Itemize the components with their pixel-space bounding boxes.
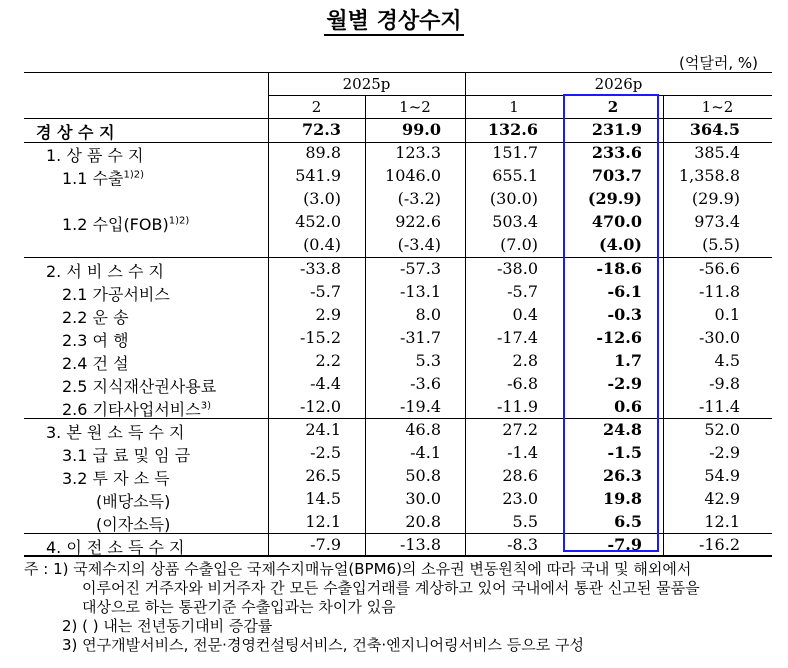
- row-value-col-4: 0.6: [614, 397, 642, 416]
- footnote-1-text: 국제수지의 상품 수출입은 국제수지매뉴얼(BPM6)의 소유권 변동원칙에 따라 국내 및 해외에서: [73, 560, 692, 578]
- row-value-col-1: 12.1: [305, 512, 341, 531]
- table-row: [0, 443, 788, 466]
- row-value-col-1: 26.5: [305, 466, 341, 485]
- row-value-col-5: 52.0: [704, 420, 740, 439]
- row-value-col-4: (29.9): [587, 189, 642, 208]
- row-value-col-1: -15.2: [299, 328, 341, 347]
- row-value-col-5: 1,358.8: [678, 166, 740, 185]
- row-value-col-1: -7.9: [310, 535, 341, 554]
- row-value-col-3: 27.2: [502, 420, 538, 439]
- row-value-col-2: -13.8: [399, 535, 441, 554]
- header-col-4: 2: [607, 98, 619, 116]
- table-row: [0, 120, 788, 143]
- row-value-col-5: 12.1: [704, 512, 740, 531]
- row-value-col-5: 973.4: [694, 212, 740, 231]
- row-value-col-1: (0.4): [303, 235, 341, 254]
- row-value-col-3: 23.0: [502, 489, 538, 508]
- row-value-col-4: -18.6: [596, 259, 642, 278]
- row-value-col-5: -56.6: [698, 259, 740, 278]
- row-label: 3.2 투 자 소 득: [62, 469, 170, 488]
- row-value-col-5: -30.0: [698, 328, 740, 347]
- row-value-col-3: 28.6: [502, 466, 538, 485]
- row-label: 2.4 건 설: [62, 354, 129, 373]
- row-label: 2.6 기타사업서비스$^{3)}$: [62, 400, 211, 419]
- row-value-col-4: 19.8: [603, 489, 642, 508]
- table-row: [0, 166, 788, 189]
- row-value-col-4: (4.0): [599, 235, 642, 254]
- table-row: [0, 535, 788, 558]
- row-label: 1.1 수출$^{1)2)}$: [62, 169, 144, 188]
- row-value-col-4: -1.5: [607, 443, 642, 462]
- row-value-col-5: -11.8: [698, 282, 740, 301]
- row-value-col-2: -31.7: [399, 328, 441, 347]
- row-value-col-1: 14.5: [305, 489, 341, 508]
- row-label: 2.1 가공서비스: [62, 285, 170, 304]
- row-value-col-3: -38.0: [496, 259, 538, 278]
- table-row: [0, 305, 788, 328]
- row-value-col-1: -2.5: [310, 443, 341, 462]
- row-value-col-4: -6.1: [607, 282, 642, 301]
- row-label: 1. 상 품 수 지: [46, 146, 144, 165]
- header-bottom-rule: [24, 118, 772, 119]
- row-value-col-1: -5.7: [310, 282, 341, 301]
- footnote-1-line-2: 이루어진 거주자와 비거주자 간 모든 수출입거래를 계상하고 있어 국내에서 통관 신고된 물품을: [82, 579, 700, 597]
- row-label: 2. 서 비 스 수 지: [46, 262, 164, 281]
- row-value-col-5: -16.2: [698, 535, 740, 554]
- row-value-col-2: 46.8: [405, 420, 441, 439]
- footnotes: [24, 560, 784, 655]
- row-value-col-4: 24.8: [603, 420, 642, 439]
- row-value-col-2: 5.3: [415, 351, 441, 370]
- row-value-col-3: 0.4: [512, 305, 538, 324]
- row-value-col-5: 54.9: [704, 466, 740, 485]
- row-value-col-1: 541.9: [295, 166, 341, 185]
- row-value-col-4: 470.0: [591, 212, 642, 231]
- footnote-1-prefix: 주 : 1): [24, 560, 69, 578]
- row-label-footnote-mark: 3): [200, 400, 211, 412]
- footnote-2: 2) ( ) 내는 전년동기대비 증감률: [62, 617, 273, 635]
- row-value-col-3: -6.8: [507, 374, 538, 393]
- row-value-col-3: (7.0): [500, 235, 538, 254]
- table-row: [0, 466, 788, 489]
- row-value-col-5: 0.1: [714, 305, 740, 324]
- row-value-col-5: 42.9: [704, 489, 740, 508]
- row-value-col-3: -8.3: [507, 535, 538, 554]
- row-value-col-1: 89.8: [305, 143, 341, 162]
- row-value-col-2: 50.8: [405, 466, 441, 485]
- row-value-col-5: (5.5): [702, 235, 740, 254]
- header-2026: 2026p: [594, 75, 643, 93]
- header-mid-rule: [268, 95, 772, 96]
- header-col-2: 1~2: [399, 98, 431, 116]
- row-value-col-2: 123.3: [395, 143, 441, 162]
- table-row: [0, 143, 788, 166]
- header-col-3: 1: [509, 98, 519, 116]
- row-value-col-4: 703.7: [591, 166, 642, 185]
- row-value-col-3: -11.9: [496, 397, 538, 416]
- row-value-col-3: 5.5: [512, 512, 538, 531]
- footnote-1-line-1: [24, 560, 784, 579]
- row-label: 1.2 수입(FOB)$^{1)2)}$: [62, 215, 190, 234]
- row-value-col-5: (29.9): [691, 189, 740, 208]
- table-row: [0, 489, 788, 512]
- row-value-col-4: 233.6: [591, 143, 642, 162]
- table-row: [0, 189, 788, 212]
- table-top-rule: [24, 72, 772, 73]
- row-value-col-4: -0.3: [607, 305, 642, 324]
- row-value-col-2: 30.0: [405, 489, 441, 508]
- table-row: [0, 212, 788, 235]
- table-row: [0, 351, 788, 374]
- table-row: [0, 397, 788, 420]
- unit-label: (억달러, %): [679, 54, 758, 72]
- row-value-col-1: 24.1: [305, 420, 341, 439]
- row-value-col-4: 6.5: [614, 512, 642, 531]
- footnote-3: 3) 연구개발서비스, 전문·경영컨설팅서비스, 건축·엔지니어링서비스 등으로 구성: [62, 636, 584, 654]
- table-row: [0, 328, 788, 351]
- row-value-col-5: -2.9: [709, 443, 740, 462]
- table-row: [0, 259, 788, 282]
- table-row: [0, 235, 788, 258]
- footnote-1-line-3: 대상으로 하는 통관기준 수출입과는 차이가 있음: [82, 598, 396, 616]
- row-label: (이자소득): [96, 515, 171, 534]
- row-value-col-4: -7.9: [607, 535, 642, 554]
- row-value-col-1: -4.4: [310, 374, 341, 393]
- row-value-col-1: 72.3: [302, 120, 341, 139]
- row-value-col-2: -13.1: [399, 282, 441, 301]
- row-value-col-2: 20.8: [405, 512, 441, 531]
- row-value-col-5: -11.4: [698, 397, 740, 416]
- row-label-footnote-mark: 1)2): [123, 169, 144, 181]
- row-value-col-1: (3.0): [303, 189, 341, 208]
- header-col-1: 2: [311, 98, 322, 116]
- row-value-col-2: -3.6: [410, 374, 441, 393]
- row-value-col-1: -33.8: [299, 259, 341, 278]
- row-label: 2.3 여 행: [62, 331, 129, 350]
- row-value-col-2: 8.0: [415, 305, 441, 324]
- row-label: 경 상 수 지: [36, 123, 115, 142]
- row-value-col-1: 452.0: [295, 212, 341, 231]
- row-value-col-2: -19.4: [399, 397, 441, 416]
- row-label: 3. 본 원 소 득 수 지: [46, 423, 185, 442]
- row-value-col-1: 2.2: [315, 351, 341, 370]
- row-value-col-1: -12.0: [299, 397, 341, 416]
- row-value-col-4: -2.9: [607, 374, 642, 393]
- row-value-col-2: 922.6: [395, 212, 441, 231]
- row-value-col-1: 2.9: [315, 305, 341, 324]
- row-value-col-4: 26.3: [603, 466, 642, 485]
- row-value-col-3: -1.4: [507, 443, 538, 462]
- row-value-col-2: -4.1: [410, 443, 441, 462]
- row-value-col-3: 151.7: [492, 143, 538, 162]
- header-col-5: 1~2: [701, 98, 734, 116]
- row-value-col-3: 655.1: [492, 166, 538, 185]
- row-label: 2.2 운 송: [62, 308, 129, 327]
- page-title: 월별 경상수지: [326, 9, 462, 34]
- row-value-col-5: 364.5: [689, 120, 740, 139]
- row-value-col-2: -57.3: [399, 259, 441, 278]
- row-value-col-4: 1.7: [614, 351, 642, 370]
- row-value-col-3: (30.0): [489, 189, 538, 208]
- row-value-col-2: (-3.2): [397, 189, 441, 208]
- row-label: 2.5 지식재산권사용료: [62, 377, 217, 396]
- row-value-col-3: 132.6: [487, 120, 538, 139]
- row-value-col-3: -5.7: [507, 282, 538, 301]
- row-value-col-3: 503.4: [492, 212, 538, 231]
- table-row: [0, 512, 788, 535]
- row-value-col-5: 385.4: [694, 143, 740, 162]
- row-value-col-2: (-3.4): [397, 235, 441, 254]
- row-value-col-5: 4.5: [714, 351, 740, 370]
- row-value-col-3: 2.8: [512, 351, 538, 370]
- row-value-col-4: 231.9: [591, 120, 642, 139]
- row-value-col-3: -17.4: [496, 328, 538, 347]
- row-label-footnote-mark: 1)2): [168, 215, 190, 227]
- table-row: [0, 282, 788, 305]
- row-label: (배당소득): [96, 492, 171, 511]
- row-value-col-5: -9.8: [709, 374, 740, 393]
- table-row: [0, 374, 788, 397]
- row-value-col-2: 1046.0: [385, 166, 441, 185]
- header-2025: 2025p: [342, 75, 391, 93]
- row-value-col-4: -12.6: [596, 328, 642, 347]
- row-label: 4. 이 전 소 득 수 지: [46, 538, 185, 557]
- table-row: [0, 420, 788, 443]
- row-label: 3.1 급 료 및 임 금: [62, 446, 191, 465]
- row-value-col-2: 99.0: [402, 120, 441, 139]
